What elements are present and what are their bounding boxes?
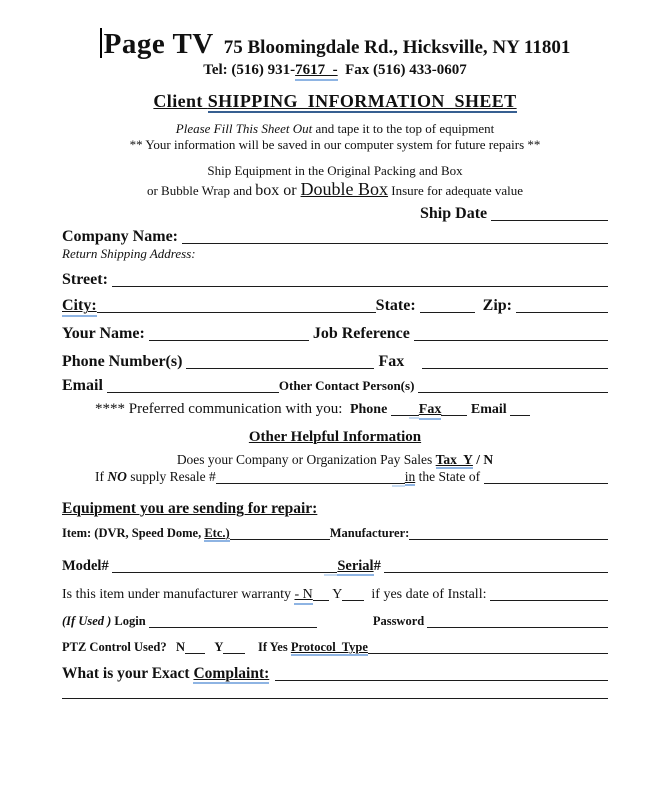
ship-date-row xyxy=(62,205,608,223)
resale-no-label: NO xyxy=(107,468,127,484)
complaint-marked: Complaint: xyxy=(193,666,269,684)
fax-option-label: Fax xyxy=(419,403,442,420)
fill-sheet-rest: and tape it to the top of equipment xyxy=(312,121,495,137)
your-name-blank[interactable] xyxy=(149,340,309,341)
text-cursor xyxy=(100,28,102,58)
item-row xyxy=(62,526,608,542)
ptz-n-blank[interactable] xyxy=(185,653,205,654)
your-name-label: Your Name: xyxy=(62,324,149,342)
preferred-communication-label: **** Preferred communication with you: xyxy=(95,400,350,417)
ptz-n-label: N xyxy=(176,640,186,655)
company-name-row xyxy=(62,228,608,246)
warranty-n-marked: - N xyxy=(294,588,312,605)
email-blank[interactable] xyxy=(107,392,279,393)
phone-numbers-blank[interactable] xyxy=(186,368,374,369)
packing-note-2-box: box or xyxy=(255,182,301,200)
email-option-label: Email xyxy=(467,401,511,417)
resale-in-marked: in xyxy=(405,470,416,486)
header xyxy=(62,28,608,61)
equipment-heading-text: Equipment you are sending for repair: xyxy=(62,500,318,518)
login-label: Login xyxy=(114,614,149,629)
ship-date-label: Ship Date xyxy=(420,205,492,223)
company-name-blank[interactable] xyxy=(182,243,608,244)
instruction-fill-line xyxy=(62,121,608,137)
sales-tax-marked: Tax Y xyxy=(436,453,473,469)
ship-date-blank[interactable] xyxy=(491,220,608,221)
protocol-type-blank[interactable] xyxy=(368,653,608,654)
warranty-n-blank[interactable] xyxy=(313,600,329,601)
resale-if-label: If xyxy=(95,468,108,484)
city-blank[interactable] xyxy=(97,312,376,313)
warranty-y-label: Y xyxy=(328,587,343,603)
model-serial-row xyxy=(62,558,608,576)
state-blank[interactable] xyxy=(420,312,475,313)
company-address: 75 Bloomingdale Rd., Hicksville, NY 11801 xyxy=(223,37,571,58)
street-blank[interactable] xyxy=(112,286,608,287)
email-option-blank[interactable] xyxy=(510,415,530,416)
state-label: State: xyxy=(375,297,420,315)
fax-label: Fax xyxy=(374,352,405,370)
if-used-label: (If Used ) xyxy=(62,614,115,629)
if-yes-label: If Yes xyxy=(245,640,291,655)
return-address-row xyxy=(62,246,608,262)
packing-note-1-text: Ship Equipment in the Original Packing and Box xyxy=(207,163,463,179)
zip-blank[interactable] xyxy=(516,312,608,313)
model-blank[interactable] xyxy=(112,572,324,573)
other-contact-blank[interactable] xyxy=(418,392,608,393)
city-label: City: xyxy=(62,298,97,317)
install-date-label: if yes date of Install: xyxy=(364,587,490,603)
fax-option-blank[interactable] xyxy=(441,415,467,416)
warranty-row xyxy=(62,587,608,605)
bottom-line xyxy=(62,698,608,699)
equipment-heading xyxy=(62,500,608,518)
sales-tax-question-pre: Does your Company or Organization Pay Sales xyxy=(176,451,436,467)
tel-fax-line xyxy=(62,62,608,81)
double-box-label: Double Box xyxy=(300,179,389,200)
packing-note-2-post: Insure for adequate value xyxy=(388,183,524,199)
saved-note: ** Your information will be saved in our computer system for future repairs ** xyxy=(129,137,541,153)
your-name-row xyxy=(62,325,608,343)
job-reference-blank[interactable] xyxy=(414,340,608,341)
other-helpful-heading xyxy=(62,429,608,446)
ptz-y-label: Y xyxy=(205,640,224,655)
street-label: Street: xyxy=(62,271,112,289)
manufacturer-label: Manufacturer: xyxy=(329,526,410,541)
model-label: Model# xyxy=(62,558,113,575)
item-blank[interactable] xyxy=(230,539,330,540)
return-address-label: Return Shipping Address: xyxy=(62,246,196,262)
state-of-label: the State of xyxy=(415,468,484,484)
complaint-row xyxy=(62,665,608,684)
tel-prefix: Tel: (516) 931- xyxy=(203,62,296,78)
manufacturer-blank[interactable] xyxy=(409,539,608,540)
packing-note-2 xyxy=(62,179,608,200)
packing-note-2-pre: or Bubble Wrap and xyxy=(146,183,256,199)
email-contact-row xyxy=(62,377,608,395)
install-date-blank[interactable] xyxy=(490,600,608,601)
title-shipping-information-sheet: SHIPPING INFORMATION SHEET xyxy=(208,92,517,113)
protocol-type-marked: Protocol Type xyxy=(291,641,368,656)
resale-in-premark-blank[interactable] xyxy=(392,483,405,484)
warranty-y-blank[interactable] xyxy=(342,600,364,601)
ptz-y-blank[interactable] xyxy=(223,653,245,654)
tel-number-marked: 7617 - xyxy=(295,63,338,81)
resale-mid-label: supply Resale # xyxy=(126,468,216,484)
phone-fax-row xyxy=(62,353,608,371)
complaint-blank[interactable] xyxy=(275,680,608,681)
password-label: Password xyxy=(372,614,428,629)
city-state-zip-row xyxy=(62,297,608,317)
ptz-row xyxy=(62,640,608,656)
instruction-saved-line xyxy=(62,137,608,153)
login-password-row xyxy=(62,614,608,629)
item-label: Item: (DVR, Speed Dome, xyxy=(62,526,205,541)
job-reference-label: Job Reference xyxy=(308,324,414,342)
company-name-label: Company Name: xyxy=(62,228,182,246)
warranty-question: Is this item under manufacturer warranty xyxy=(62,587,295,603)
serial-label: Serial xyxy=(337,559,373,576)
password-blank[interactable] xyxy=(427,627,608,628)
serial-premark-blank[interactable] xyxy=(324,572,337,573)
phone-numbers-label: Phone Number(s) xyxy=(62,352,187,370)
other-helpful-heading-text: Other Helpful Information xyxy=(248,428,422,445)
login-blank[interactable] xyxy=(149,627,317,628)
zip-label: Zip: xyxy=(474,297,516,315)
serial-hash: # xyxy=(373,558,385,575)
street-row xyxy=(62,271,608,289)
fax-blank[interactable] xyxy=(422,368,608,369)
preferred-communication-row xyxy=(95,401,608,420)
fax-option-premark-blank[interactable] xyxy=(409,415,419,416)
sheet-title xyxy=(62,91,608,113)
sales-tax-question xyxy=(62,452,608,469)
complaint-pre-label: What is your Exact xyxy=(62,665,194,683)
phone-option-label: Phone xyxy=(349,401,391,417)
item-etc-marked: Etc.) xyxy=(204,527,229,542)
fax-number: Fax (516) 433-0607 xyxy=(337,62,467,78)
serial-blank[interactable] xyxy=(384,572,608,573)
phone-option-blank[interactable] xyxy=(391,415,409,416)
ptz-question: PTZ Control Used? xyxy=(62,640,177,655)
packing-note-1 xyxy=(62,163,608,179)
fill-sheet-italic: Please Fill This Sheet Out xyxy=(175,121,313,137)
resale-number-blank[interactable] xyxy=(216,483,392,484)
sales-tax-yn: / N xyxy=(472,451,494,467)
other-contact-label: Other Contact Person(s) xyxy=(278,377,418,393)
state-of-blank[interactable] xyxy=(484,483,609,484)
company-logo: Page TV xyxy=(103,28,214,60)
title-client: Client xyxy=(153,90,208,111)
resale-row xyxy=(95,469,608,486)
email-label: Email xyxy=(62,376,107,394)
